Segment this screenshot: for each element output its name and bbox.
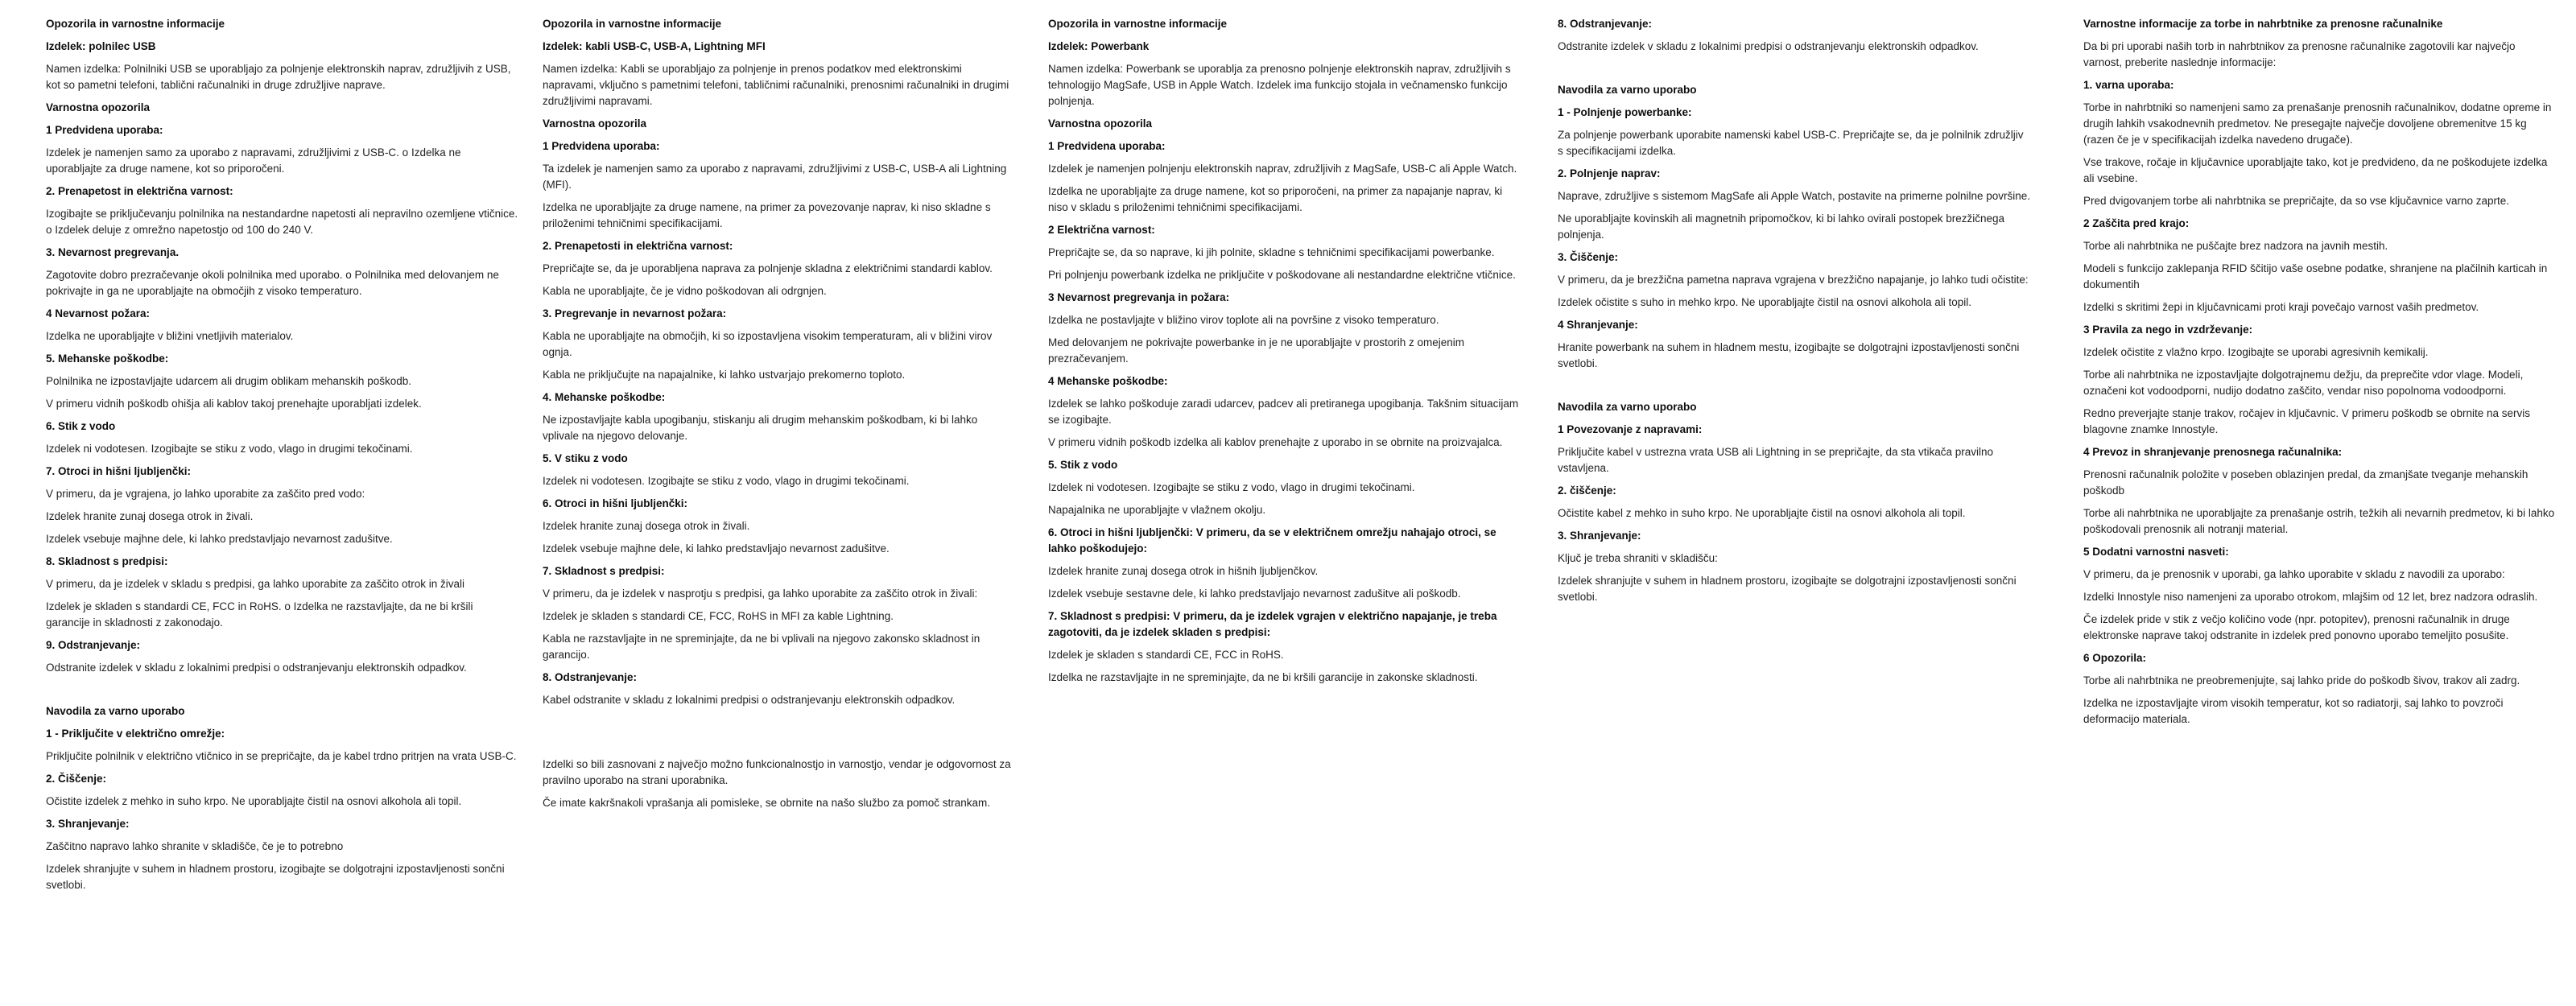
- paragraph: Izogibajte se priključevanju polnilnika na nestandardne napetosti ali nepravilno ozemljene vtičnice. o Izdelek deluje z omrežno napetostjo od 100 do 240 V.: [46, 208, 518, 236]
- section-heading: 1 Predvidena uporaba:: [46, 124, 163, 136]
- paragraph: Redno preverjajte stanje trakov, ročajev in ključavnic. V primeru poškodb se obrnite na servis blagovne znamke Innostyle.: [2083, 407, 2531, 435]
- paragraph: V primeru, da je izdelek v nasprotju s predpisi, ga lahko uporabite za zaščito otrok in živali:: [543, 588, 978, 600]
- spacer: [1558, 61, 2031, 82]
- paragraph: V primeru vidnih poškodb ohišja ali kablov takoj prenehajte uporabljati izdelek.: [46, 398, 422, 410]
- paragraph: Namen izdelka: Kabli se uporabljajo za polnjenje in prenos podatkov med elektronskimi napravami, vključno s pametnimi telefoni, tabličnimi računalniki, prenosnimi računalniki in drugimi združljivimi napravami.: [543, 63, 1009, 107]
- paragraph: Polnilnika ne izpostavljajte udarcem ali drugim oblikam mehanskih poškodb.: [46, 375, 411, 387]
- section-heading: 6 Opozorila:: [2083, 652, 2147, 664]
- paragraph: Hranite powerbank na suhem in hladnem mestu, izogibajte se dolgotrajni izpostavljenosti sončni svetlobi.: [1558, 341, 2020, 369]
- paragraph: Izdelka ne uporabljajte za druge namene, na primer za povezovanje naprav, ki niso skladne s priloženimi tehničnimi specifikacijami.: [543, 201, 991, 229]
- paragraph: Torbe ali nahrbtnika ne preobremenjujte, saj lahko pride do poškodb šivov, trakov ali zadrg.: [2083, 674, 2520, 686]
- paragraph: Torbe ali nahrbtnika ne izpostavljajte dolgotrajnemu dežju, da preprečite vdor vlage. Modeli, označeni kot vodoodporni, nudijo dodatno zaščito, vendar niso popolnoma vodoodporni.: [2083, 369, 2524, 397]
- spacer: [46, 682, 519, 703]
- paragraph: Odstranite izdelek v skladu z lokalnimi predpisi o odstranjevanju elektronskih odpadkov.: [1558, 40, 1979, 52]
- paragraph: Kabla ne razstavljajte in ne spreminjajte, da ne bi vplivali na njegovo zakonsko skladnost in garancijo.: [543, 633, 980, 661]
- section-heading: 7. Otroci in hišni ljubljenčki:: [46, 465, 192, 477]
- paragraph: Torbe in nahrbtniki so namenjeni samo za prenašanje prenosnih računalnikov, dodatne opreme in drugih lahkih vsakodnevnih predmetov. Ne presegajte največje dovoljene obremenitve 15 kg (razen če je v specifikacijah izdelka navedeno drugače).: [2083, 101, 2552, 146]
- section-heading: 3. Čiščenje:: [1558, 251, 1619, 263]
- section-heading: 4 Shranjevanje:: [1558, 319, 1638, 331]
- section-heading: 1. varna uporaba:: [2083, 79, 2174, 91]
- paragraph: Prepričajte se, da je uporabljena naprava za polnjenje skladna z električnimi standardi kablov.: [543, 262, 993, 274]
- column-3: [1048, 16, 1521, 692]
- paragraph: Izdelki s skritimi žepi in ključavnicami proti kraji povečajo varnost vaših predmetov.: [2083, 301, 2479, 313]
- paragraph: Izdelek ni vodotesen. Izogibajte se stiku z vodo, vlago in drugimi tekočinami.: [1048, 481, 1415, 493]
- paragraph: Vse trakove, ročaje in ključavnice uporabljajte tako, kot je predvideno, da ne poškodujete izdelka ali vsebine.: [2083, 156, 2548, 184]
- section-heading: 1 - Polnjenje powerbanke:: [1558, 106, 1692, 118]
- paragraph: Izdelek ni vodotesen. Izogibajte se stiku z vodo, vlago in drugimi tekočinami.: [543, 475, 910, 487]
- section-heading: 8. Skladnost s predpisi:: [46, 555, 168, 567]
- paragraph: Izdelek shranjujte v suhem in hladnem prostoru, izogibajte se dolgotrajni izpostavljenosti sončni svetlobi.: [46, 863, 505, 891]
- section-heading: 4 Prevoz in shranjevanje prenosnega računalnika:: [2083, 446, 2343, 458]
- paragraph: Prepričajte se, da so naprave, ki jih polnite, skladne s tehničnimi specifikacijami powerbanke.: [1048, 246, 1495, 258]
- paragraph: Izdelek hranite zunaj dosega otrok in živali.: [46, 510, 254, 522]
- section-heading: 8. Odstranjevanje:: [1558, 18, 1653, 30]
- column-1: [46, 16, 519, 900]
- section-heading: Izdelek: Powerbank: [1048, 40, 1150, 52]
- column-4: [1558, 16, 2031, 612]
- section-heading: 1 Predvidena uporaba:: [1048, 140, 1166, 152]
- section-heading: 5. Stik z vodo: [1048, 459, 1118, 471]
- section-heading: 5 Dodatni varnostni nasveti:: [2083, 546, 2229, 558]
- paragraph: Torbe ali nahrbtnika ne puščajte brez nadzora na javnih mestih.: [2083, 240, 2388, 252]
- paragraph: V primeru vidnih poškodb izdelka ali kablov prenehajte z uporabo in se obrnite na proizvajalca.: [1048, 436, 1503, 448]
- paragraph: Pred dvigovanjem torbe ali nahrbtnika se prepričajte, da so vse ključavnice varno zaprte.: [2083, 195, 2510, 207]
- section-heading: 7. Skladnost s predpisi: V primeru, da je izdelek vgrajen v električno napajanje, je treba zagotoviti, da je izdelek skladen s predpisi:: [1048, 610, 1497, 638]
- paragraph: Namen izdelka: Powerbank se uporablja za prenosno polnjenje elektronskih naprav, združljivih s tehnologijo MagSafe, USB in Apple Watch. Izdelek ima funkcijo stojala in večnamensko funkcijo polnjenja.: [1048, 63, 1511, 107]
- paragraph: Izdelek je skladen s standardi CE, FCC in RoHS.: [1048, 649, 1284, 661]
- section-heading: Navodila za varno uporabo: [1558, 401, 1697, 413]
- section-heading: 9. Odstranjevanje:: [46, 639, 141, 651]
- paragraph: Izdelek očistite z vlažno krpo. Izogibajte se uporabi agresivnih kemikalij.: [2083, 346, 2429, 358]
- section-heading: Opozorila in varnostne informacije: [1048, 18, 1228, 30]
- paragraph: Napajalnika ne uporabljajte v vlažnem okolju.: [1048, 504, 1266, 516]
- spacer: [543, 715, 1016, 736]
- paragraph: Izdelka ne postavljajte v bližino virov toplote ali na površine z visoko temperaturo.: [1048, 314, 1439, 326]
- paragraph: Izdelki so bili zasnovani z največjo možno funkcionalnostjo in varnostjo, vendar je odgovornost za pravilno uporabo na strani uporabnika.: [543, 758, 1011, 786]
- section-heading: Navodila za varno uporabo: [46, 705, 185, 717]
- paragraph: Ključ je treba shraniti v skladišču:: [1558, 552, 1718, 564]
- section-heading: 1 Povezovanje z napravami:: [1558, 423, 1703, 435]
- paragraph: Izdelek hranite zunaj dosega otrok in živali.: [543, 520, 750, 532]
- section-heading: Varnostne informacije za torbe in nahrbtnike za prenosne računalnike: [2083, 18, 2443, 30]
- section-heading: Varnostna opozorila: [543, 118, 647, 130]
- paragraph: Izdelek vsebuje sestavne dele, ki lahko predstavljajo nevarnost zadušitve ali poškodb.: [1048, 588, 1461, 600]
- paragraph: Ne uporabljajte kovinskih ali magnetnih pripomočkov, ki bi lahko ovirali postopek brezžičnega polnjenja.: [1558, 212, 2005, 241]
- paragraph: Namen izdelka: Polnilniki USB se uporabljajo za polnjenje elektronskih naprav, združljivih z USB, kot so pametni telefoni, tablični računalniki in druge združljive naprave.: [46, 63, 511, 91]
- section-heading: 1 Predvidena uporaba:: [543, 140, 660, 152]
- paragraph: Če imate kakršnakoli vprašanja ali pomisleke, se obrnite na našo službo za pomoč strankam.: [543, 797, 991, 809]
- paragraph: Kabla ne uporabljajte na območjih, ki so izpostavljena visokim temperaturam, ali v bližini virov ognja.: [543, 330, 993, 358]
- paragraph: Izdelek je namenjen samo za uporabo z napravami, združljivimi z USB-C. o Izdelka ne uporabljajte za druge namene, kot so priporočeni.: [46, 146, 461, 175]
- paragraph: Izdelek vsebuje majhne dele, ki lahko predstavljajo nevarnost zadušitve.: [46, 533, 393, 545]
- section-heading: Navodila za varno uporabo: [1558, 84, 1697, 96]
- paragraph: Kabla ne priključujte na napajalnike, ki lahko ustvarjajo prekomerno toploto.: [543, 369, 906, 381]
- paragraph: Če izdelek pride v stik z večjo količino vode (npr. potopitev), prenosni računalnik in druge elektronske naprave takoj odstranite in izdelek pred ponovno uporabo temeljito posušite.: [2083, 613, 2510, 641]
- paragraph: Izdelek se lahko poškoduje zaradi udarcev, padcev ali pretiranega upogibanja. Takšnim situacijam se izogibajte.: [1048, 398, 1519, 426]
- section-heading: Izdelek: polnilec USB: [46, 40, 156, 52]
- paragraph: Izdelek je namenjen polnjenju elektronskih naprav, združljivih z MagSafe, USB-C ali Apple Watch.: [1048, 163, 1517, 175]
- paragraph: Prenosni računalnik položite v poseben oblazinjen predal, da zmanjšate tveganje mehanskih poškodb: [2083, 468, 2529, 497]
- section-heading: 6. Otroci in hišni ljubljenčki:: [543, 497, 688, 509]
- paragraph: Torbe ali nahrbtnika ne uporabljajte za prenašanje ostrih, težkih ali nevarnih predmetov, ki bi lahko poškodovali prenosnik ali notranji material.: [2083, 507, 2555, 535]
- section-heading: 3 Pravila za nego in vzdrževanje:: [2083, 324, 2253, 336]
- paragraph: Izdelka ne uporabljajte v bližini vnetljivih materialov.: [46, 330, 294, 342]
- section-heading: Izdelek: kabli USB-C, USB-A, Lightning MFI: [543, 40, 766, 52]
- paragraph: Izdelek vsebuje majhne dele, ki lahko predstavljajo nevarnost zadušitve.: [543, 542, 890, 555]
- paragraph: Izdelek shranjujte v suhem in hladnem prostoru, izogibajte se dolgotrajni izpostavljenosti sončni svetlobi.: [1558, 575, 2017, 603]
- paragraph: Zagotovite dobro prezračevanje okoli polnilnika med uporabo. o Polnilnika med delovanjem ne pokrivajte in ga ne uporabljajte na območjih z visoko temperaturo.: [46, 269, 499, 297]
- section-heading: 3. Shranjevanje:: [1558, 530, 1641, 542]
- section-heading: 2. Polnjenje naprav:: [1558, 167, 1661, 179]
- section-heading: 5. Mehanske poškodbe:: [46, 353, 169, 365]
- paragraph: Naprave, združljive s sistemom MagSafe ali Apple Watch, postavite na primerne polnilne površine.: [1558, 190, 2031, 202]
- section-heading: 4 Mehanske poškodbe:: [1048, 375, 1168, 387]
- section-heading: Opozorila in varnostne informacije: [46, 18, 225, 30]
- section-heading: Varnostna opozorila: [46, 101, 151, 113]
- paragraph: Kabel odstranite v skladu z lokalnimi predpisi o odstranjevanju elektronskih odpadkov.: [543, 694, 956, 706]
- section-heading: 8. Odstranjevanje:: [543, 671, 638, 683]
- section-heading: 3 Nevarnost pregrevanja in požara:: [1048, 291, 1230, 303]
- paragraph: V primeru, da je vgrajena, jo lahko uporabite za zaščito pred vodo:: [46, 488, 365, 500]
- section-heading: 2 Električna varnost:: [1048, 224, 1155, 236]
- paragraph: Odstranite izdelek v skladu z lokalnimi predpisi o odstranjevanju elektronskih odpadkov.: [46, 662, 467, 674]
- section-heading: 5. V stiku z vodo: [543, 452, 628, 464]
- paragraph: Izdelka ne uporabljajte za druge namene, kot so priporočeni, na primer za napajanje naprav, ki niso v skladu s priloženimi tehničnimi specifikacijami.: [1048, 185, 1503, 213]
- paragraph: V primeru, da je prenosnik v uporabi, ga lahko uporabite v skladu z navodili za uporabo:: [2083, 568, 2505, 580]
- spacer: [543, 736, 1016, 757]
- paragraph: Izdelka ne razstavljajte in ne spreminjajte, da ne bi kršili garancije in zakonske skladnosti.: [1048, 671, 1478, 683]
- paragraph: Kabla ne uporabljajte, če je vidno poškodovan ali odrgnjen.: [543, 285, 827, 297]
- paragraph: Med delovanjem ne pokrivajte powerbanke in je ne uporabljajte v prostorih z omejenim prezračevanjem.: [1048, 336, 1465, 365]
- column-5: [2083, 16, 2557, 734]
- section-heading: 2. Prenapetosti in električna varnost:: [543, 240, 733, 252]
- paragraph: Pri polnjenju powerbank izdelka ne priključite v poškodovane ali nestandardne električne vtičnice.: [1048, 269, 1516, 281]
- section-heading: 2. Čiščenje:: [46, 773, 107, 785]
- section-heading: 1 - Priključite v električno omrežje:: [46, 728, 225, 740]
- paragraph: V primeru, da je izdelek v skladu s predpisi, ga lahko uporabite za zaščito otrok in živali: [46, 578, 465, 590]
- section-heading: Varnostna opozorila: [1048, 118, 1153, 130]
- paragraph: Izdelek je skladen s standardi CE, FCC in RoHS. o Izdelka ne razstavljajte, da ne bi kršili garancije in skladnosti z zakonodajo.: [46, 600, 473, 629]
- section-heading: 3. Pregrevanje in nevarnost požara:: [543, 307, 727, 320]
- paragraph: Izdelka ne izpostavljajte virom visokih temperatur, kot so radiatorji, saj lahko to povzroči deformacijo materiala.: [2083, 697, 2504, 725]
- section-heading: 3. Nevarnost pregrevanja.: [46, 246, 180, 258]
- paragraph: Izdelki Innostyle niso namenjeni za uporabo otrokom, mlajšim od 12 let, brez nadzora odraslih.: [2083, 591, 2538, 603]
- paragraph: Očistite kabel z mehko in suho krpo. Ne uporabljajte čistil na osnovi alkohola ali topil.: [1558, 507, 1966, 519]
- section-heading: 4 Nevarnost požara:: [46, 307, 151, 320]
- spacer: [1558, 378, 2031, 399]
- paragraph: Priključite polnilnik v električno vtičnico in se prepričajte, da je kabel trdno pritrjen na vrata USB-C.: [46, 750, 517, 762]
- paragraph: Ta izdelek je namenjen samo za uporabo z napravami, združljivimi z USB-C, USB-A ali Lightning (MFI).: [543, 163, 1007, 191]
- column-2: [543, 16, 1016, 818]
- section-heading: 6. Otroci in hišni ljubljenčki: V primeru, da se v električnem omrežju nahajajo otroci, se lahko poškodujejo:: [1048, 526, 1496, 555]
- section-heading: 2. Prenapetost in električna varnost:: [46, 185, 233, 197]
- paragraph: Da bi pri uporabi naših torb in nahrbtnikov za prenosne računalnike zagotovili kar največjo varnost, preberite naslednje informacije:: [2083, 40, 2516, 68]
- paragraph: Izdelek je skladen s standardi CE, FCC, RoHS in MFI za kable Lightning.: [543, 610, 894, 622]
- paragraph: Zaščitno napravo lahko shranite v skladišče, če je to potrebno: [46, 840, 344, 852]
- section-heading: 6. Stik z vodo: [46, 420, 116, 432]
- paragraph: Izdelek hranite zunaj dosega otrok in hišnih ljubljenčkov.: [1048, 565, 1319, 577]
- paragraph: Očistite izdelek z mehko in suho krpo. Ne uporabljajte čistil na osnovi alkohola ali topil.: [46, 795, 462, 807]
- paragraph: Izdelek ni vodotesen. Izogibajte se stiku z vodo, vlago in drugimi tekočinami.: [46, 443, 413, 455]
- paragraph: Priključite kabel v ustrezna vrata USB ali Lightning in se prepričajte, da sta vtikača pravilno vstavljena.: [1558, 446, 1994, 474]
- paragraph: Za polnjenje powerbank uporabite namenski kabel USB-C. Prepričajte se, da je polnilnik združljiv s specifikacijami izdelka.: [1558, 129, 2024, 157]
- section-heading: 3. Shranjevanje:: [46, 818, 130, 830]
- paragraph: V primeru, da je brezžična pametna naprava vgrajena v brezžično napajanje, jo lahko tudi očistite:: [1558, 274, 2029, 286]
- section-heading: 2. čiščenje:: [1558, 484, 1616, 497]
- section-heading: 2 Zaščita pred krajo:: [2083, 217, 2190, 229]
- section-heading: 4. Mehanske poškodbe:: [543, 391, 666, 403]
- paragraph: Izdelek očistite s suho in mehko krpo. Ne uporabljajte čistil na osnovi alkohola ali topil.: [1558, 296, 1972, 308]
- paragraph: Modeli s funkcijo zaklepanja RFID ščitijo vaše osebne podatke, shranjene na plačilnih karticah in dokumentih: [2083, 262, 2548, 291]
- section-heading: Opozorila in varnostne informacije: [543, 18, 722, 30]
- paragraph: Ne izpostavljajte kabla upogibanju, stiskanju ali drugim mehanskim poškodbam, ki bi lahko vplivale na njegovo delovanje.: [543, 414, 978, 442]
- section-heading: 7. Skladnost s predpisi:: [543, 565, 665, 577]
